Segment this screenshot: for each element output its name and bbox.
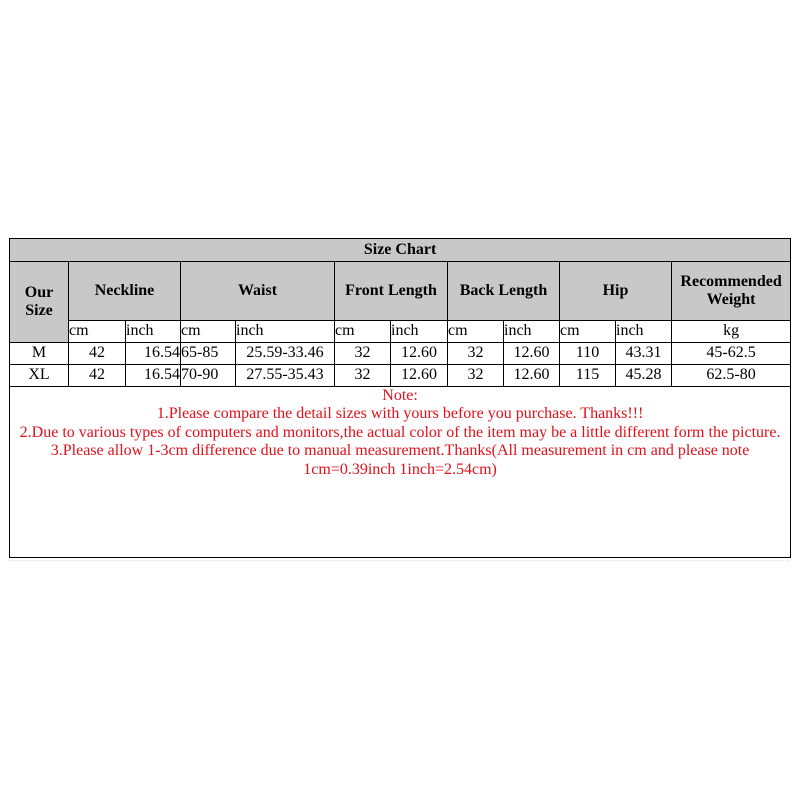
table-title: Size Chart (10, 239, 791, 262)
unit-cell: cm (335, 321, 391, 343)
unit-cell: kg (672, 321, 791, 343)
data-cell: 25.59-33.46 (236, 343, 335, 365)
weight-cell: 45-62.5 (672, 343, 791, 365)
neckline-header: Neckline (69, 262, 181, 321)
data-cell: 12.60 (391, 343, 448, 365)
data-cell: 12.60 (504, 365, 560, 387)
unit-cell: cm (448, 321, 504, 343)
data-cell: 65-85 (181, 343, 236, 365)
unit-cell: inch (616, 321, 672, 343)
hip-header: Hip (560, 262, 672, 321)
unit-cell: inch (236, 321, 335, 343)
size-cell: XL (10, 365, 69, 387)
data-cell: 32 (335, 343, 391, 365)
unit-cell: cm (560, 321, 616, 343)
unit-cell: inch (504, 321, 560, 343)
back-length-header: Back Length (448, 262, 560, 321)
header-row (10, 262, 791, 321)
note-line-2: 2.Due to various types of computers and monitors,the actual color of the item may be a little different form the picture. (19, 423, 781, 441)
data-cell: 16.54 (126, 365, 181, 387)
unit-row (10, 321, 791, 343)
data-cell: 32 (448, 365, 504, 387)
data-cell: 42 (69, 365, 126, 387)
data-cell: 12.60 (391, 365, 448, 387)
unit-cell: inch (126, 321, 181, 343)
data-cell: 115 (560, 365, 616, 387)
data-cell: 16.54 (126, 343, 181, 365)
data-cell: 110 (560, 343, 616, 365)
notes-cell (10, 387, 791, 558)
table-row (10, 365, 791, 387)
unit-cell: inch (391, 321, 448, 343)
unit-cell: cm (69, 321, 126, 343)
data-cell: 32 (335, 365, 391, 387)
data-cell: 42 (69, 343, 126, 365)
note-line-3: 3.Please allow 1-3cm difference due to manual measurement.Thanks(All measurement in cm and please note 1cm=0.39inch 1inch=2.54cm) (50, 442, 750, 478)
size-chart-table (9, 238, 791, 558)
title-row (10, 239, 791, 262)
note-line-1: 1.Please compare the detail sizes with yours before you purchase. Thanks!!! (156, 405, 644, 423)
weight-header: Recommended Weight (672, 262, 791, 321)
data-cell: 45.28 (616, 365, 672, 387)
waist-header: Waist (181, 262, 335, 321)
data-cell: 70-90 (181, 365, 236, 387)
size-header (10, 262, 69, 343)
notes-row (10, 387, 791, 558)
faint-divider (9, 560, 790, 561)
size-cell: M (10, 343, 69, 365)
table-row (10, 343, 791, 365)
weight-cell: 62.5-80 (672, 365, 791, 387)
data-cell: 27.55-35.43 (236, 365, 335, 387)
data-cell: 43.31 (616, 343, 672, 365)
unit-cell: cm (181, 321, 236, 343)
size-header-label: Our Size (24, 283, 54, 319)
front-length-header: Front Length (335, 262, 448, 321)
data-cell: 32 (448, 343, 504, 365)
note-heading: Note: (382, 387, 418, 404)
data-cell: 12.60 (504, 343, 560, 365)
